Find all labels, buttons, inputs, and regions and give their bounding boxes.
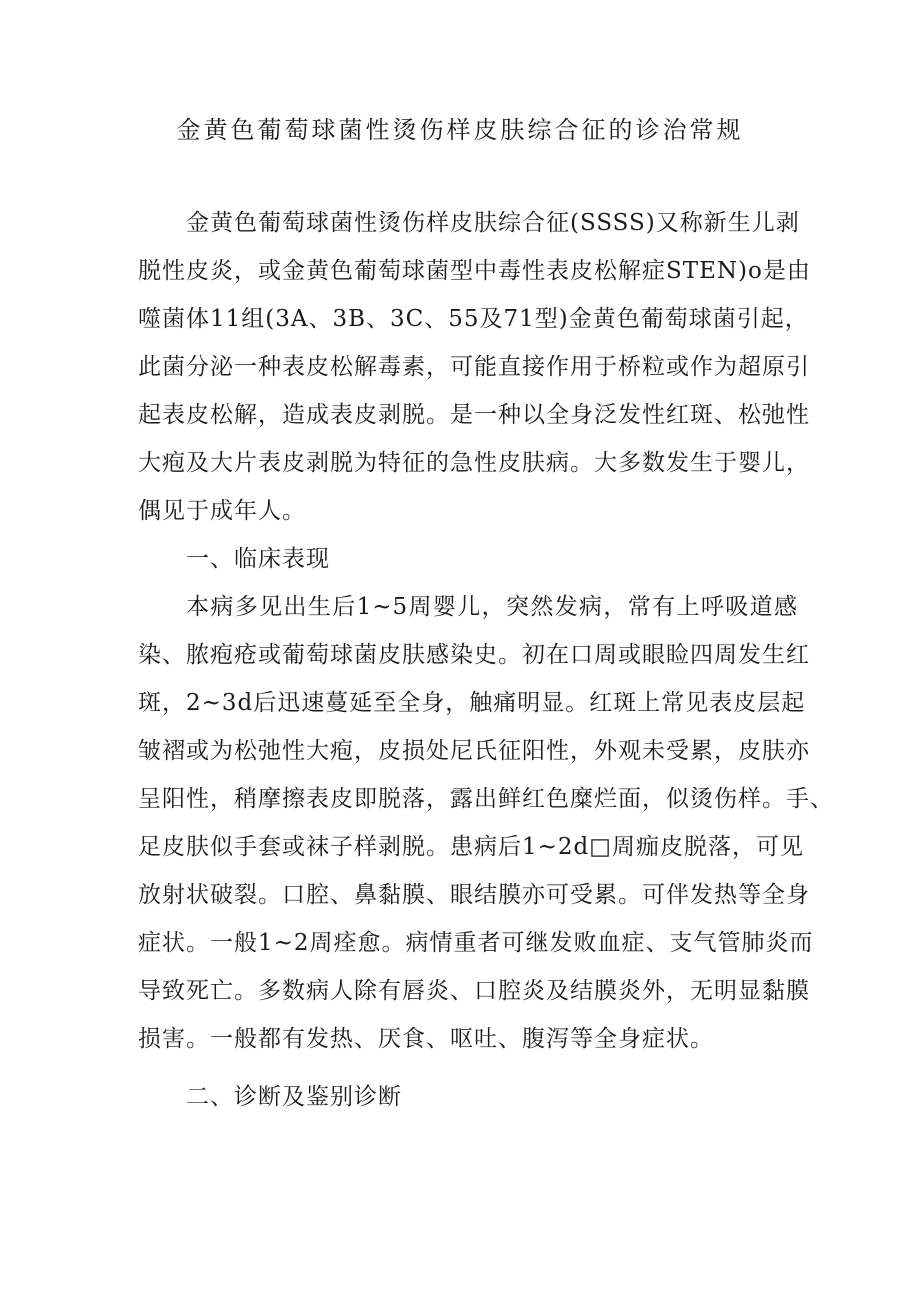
clinical-line: 本病多见出生后1~5周婴儿，突然发病，常有上呼吸道感	[186, 594, 798, 620]
section-heading-clinical: 一、临床表现	[186, 546, 330, 572]
intro-line: 起表皮松解，造成表皮剥脱。是一种以全身泛发性红斑、松弛性	[138, 402, 810, 428]
clinical-line: 斑，2~3d后迅速蔓延至全身，触痛明显。红斑上常见表皮层起	[138, 690, 806, 716]
intro-line: 脱性皮炎，或金黄色葡萄球菌型中毒性表皮松解症STEN)o是由	[138, 258, 811, 284]
intro-line: 偶见于成年人。	[138, 498, 306, 524]
document-title: 金黄色葡萄球菌性烫伤样皮肤综合征的诊治常规	[176, 116, 744, 144]
section-heading-diagnosis: 二、诊断及鉴别诊断	[186, 1084, 402, 1110]
clinical-line: 染、脓疱疮或葡萄球菌皮肤感染史。初在口周或眼睑四周发生红	[138, 642, 810, 668]
clinical-line: 放射状破裂。口腔、鼻黏膜、眼结膜亦可受累。可伴发热等全身	[138, 882, 810, 908]
clinical-line: 皱褶或为松弛性大疱，皮损处尼氏征阳性，外观未受累，皮肤亦	[138, 738, 810, 764]
intro-line: 金黄色葡萄球菌性烫伤样皮肤综合征(SSSS)又称新生儿剥	[186, 210, 800, 236]
intro-line: 噬菌体11组(3A、3B、3C、55及71型)金黄色葡萄球菌引起，	[138, 306, 809, 332]
intro-line: 此菌分泌一种表皮松解毒素，可能直接作用于桥粒或作为超原引	[138, 354, 810, 380]
clinical-line: 呈阳性，稍摩擦表皮即脱落，露出鲜红色糜烂面，似烫伤样。手、	[138, 786, 834, 812]
clinical-line: 导致死亡。多数病人除有唇炎、口腔炎及结膜炎外，无明显黏膜	[138, 978, 810, 1004]
clinical-line: 症状。一般1~2周痊愈。病情重者可继发败血症、支气管肺炎而	[138, 930, 814, 956]
intro-line: 大疱及大片表皮剥脱为特征的急性皮肤病。大多数发生于婴儿，	[138, 450, 810, 476]
clinical-line: 足皮肤似手套或袜子样剥脱。患病后1~2d□周痂皮脱落，可见	[138, 834, 804, 860]
clinical-line: 损害。一般都有发热、厌食、呕吐、腹泻等全身症状。	[138, 1026, 714, 1052]
